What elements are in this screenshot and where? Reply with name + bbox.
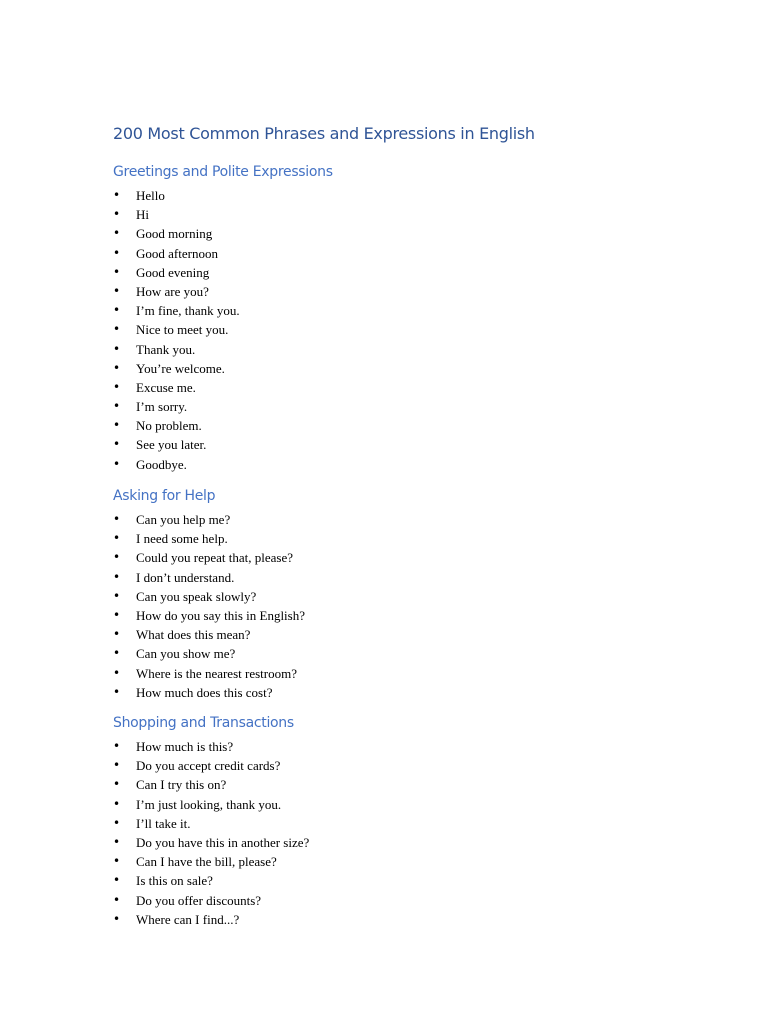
phrase-text: Can you speak slowly? <box>136 588 257 604</box>
phrase-text: I’ll take it. <box>136 815 191 831</box>
phrase-text: Do you have this in another size? <box>136 834 310 850</box>
phrase-text: Do you accept credit cards? <box>136 758 281 774</box>
phrase-list-item <box>113 359 673 378</box>
phrase-text: Do you offer discounts? <box>136 892 262 908</box>
phrase-text: You’re welcome. <box>136 360 225 376</box>
bullet-icon: • <box>113 796 121 811</box>
phrase-list-item <box>113 625 673 644</box>
bullet-icon: • <box>113 283 121 298</box>
bullet-icon: • <box>113 627 121 642</box>
bullet-icon: • <box>113 245 121 260</box>
phrase-list-item <box>113 378 673 397</box>
bullet-icon: • <box>113 379 121 394</box>
bullet-icon: • <box>113 303 121 318</box>
bullet-icon: • <box>113 360 121 375</box>
phrase-list-item <box>113 320 673 339</box>
phrase-text: How much is this? <box>136 739 234 754</box>
phrase-list-item <box>113 775 673 794</box>
section-heading-greetings: Greetings and Polite Expressions <box>113 164 333 180</box>
bullet-icon: • <box>113 834 121 849</box>
phrase-list-item <box>113 871 673 890</box>
phrase-list-item <box>113 737 673 756</box>
phrase-text: I need some help. <box>136 531 228 547</box>
phrase-list-item <box>113 910 673 929</box>
bullet-icon: • <box>113 207 121 222</box>
phrase-list-item <box>113 644 673 663</box>
bullet-icon: • <box>113 399 121 414</box>
phrase-list-item <box>113 664 673 683</box>
bullet-icon: • <box>113 588 121 603</box>
bullet-icon: • <box>113 815 121 830</box>
bullet-icon: • <box>113 911 121 926</box>
bullet-icon: • <box>113 226 121 241</box>
phrase-list-item <box>113 224 673 243</box>
phrase-text: Nice to meet you. <box>136 322 229 338</box>
bullet-icon: • <box>113 264 121 279</box>
phrase-text: Can I try this on? <box>136 777 227 793</box>
section-shopping <box>113 714 673 929</box>
phrase-list-item <box>113 814 673 833</box>
phrase-list-item <box>113 455 673 474</box>
phrase-text: I don’t understand. <box>136 569 235 585</box>
phrase-list-item <box>113 568 673 587</box>
bullet-icon: • <box>113 854 121 869</box>
bullet-icon: • <box>113 777 121 792</box>
section-asking-for-help <box>113 487 673 702</box>
phrase-list-item <box>113 263 673 282</box>
phrase-list-shopping <box>113 737 673 929</box>
phrase-list-item <box>113 795 673 814</box>
phrase-list-item <box>113 510 673 529</box>
phrase-text: Where can I find...? <box>136 911 240 927</box>
phrase-list-item <box>113 683 673 702</box>
bullet-icon: • <box>113 322 121 337</box>
phrase-list-item <box>113 529 673 548</box>
phrase-list-item <box>113 282 673 301</box>
bullet-icon: • <box>113 569 121 584</box>
phrase-list-item <box>113 205 673 224</box>
phrase-list-item <box>113 852 673 871</box>
bullet-icon: • <box>113 873 121 888</box>
bullet-icon: • <box>113 341 121 356</box>
phrase-text: Good morning <box>136 226 213 242</box>
bullet-icon: • <box>113 418 121 433</box>
bullet-icon: • <box>113 188 121 202</box>
phrase-text: Could you repeat that, please? <box>136 550 294 566</box>
phrase-list-item <box>113 301 673 320</box>
phrase-text: Can you show me? <box>136 646 236 662</box>
phrase-list-item <box>113 340 673 359</box>
phrase-list-asking-for-help <box>113 510 673 702</box>
bullet-icon: • <box>113 739 121 753</box>
section-heading-asking-for-help: Asking for Help <box>113 488 216 504</box>
phrase-text: I’m sorry. <box>136 399 188 415</box>
phrase-text: How much does this cost? <box>136 684 273 700</box>
phrase-list-item <box>113 397 673 416</box>
phrase-text: Thank you. <box>136 341 196 357</box>
phrase-text: Can I have the bill, please? <box>136 854 277 870</box>
bullet-icon: • <box>113 684 121 699</box>
phrase-list-greetings <box>113 186 673 474</box>
phrase-text: See you later. <box>136 437 207 453</box>
bullet-icon: • <box>113 607 121 622</box>
phrase-list-item <box>113 833 673 852</box>
phrase-text: No problem. <box>136 418 202 434</box>
phrase-text: Hi <box>136 207 149 223</box>
phrase-list-item <box>113 548 673 567</box>
phrase-list-item <box>113 587 673 606</box>
phrase-text: What does this mean? <box>136 627 251 643</box>
bullet-icon: • <box>113 646 121 661</box>
phrase-list-item <box>113 891 673 910</box>
bullet-icon: • <box>113 758 121 773</box>
bullet-icon: • <box>113 437 121 452</box>
bullet-icon: • <box>113 892 121 907</box>
phrase-list-item <box>113 416 673 435</box>
phrase-list-item <box>113 606 673 625</box>
bullet-icon: • <box>113 550 121 565</box>
phrase-text: I’m just looking, thank you. <box>136 796 282 812</box>
bullet-icon: • <box>113 531 121 546</box>
phrase-text: Is this on sale? <box>136 873 213 889</box>
phrase-list-item <box>113 186 673 205</box>
bullet-icon: • <box>113 456 121 471</box>
phrase-text: Excuse me. <box>136 379 196 395</box>
phrase-text: I’m fine, thank you. <box>136 303 240 319</box>
phrase-text: Where is the nearest restroom? <box>136 665 297 681</box>
phrase-text: Can you help me? <box>136 512 231 527</box>
section-heading-shopping: Shopping and Transactions <box>113 715 294 731</box>
phrase-list-item <box>113 756 673 775</box>
phrase-text: Goodbye. <box>136 456 187 472</box>
section-greetings <box>113 163 673 474</box>
phrase-list-item <box>113 435 673 454</box>
phrase-text: Good evening <box>136 264 210 280</box>
phrase-text: Hello <box>136 188 165 203</box>
phrase-list-item <box>113 244 673 263</box>
phrase-text: Good afternoon <box>136 245 218 261</box>
phrase-text: How do you say this in English? <box>136 607 305 623</box>
phrase-text: How are you? <box>136 283 209 299</box>
bullet-icon: • <box>113 665 121 680</box>
document-title: 200 Most Common Phrases and Expressions in English <box>113 124 535 143</box>
bullet-icon: • <box>113 512 121 526</box>
